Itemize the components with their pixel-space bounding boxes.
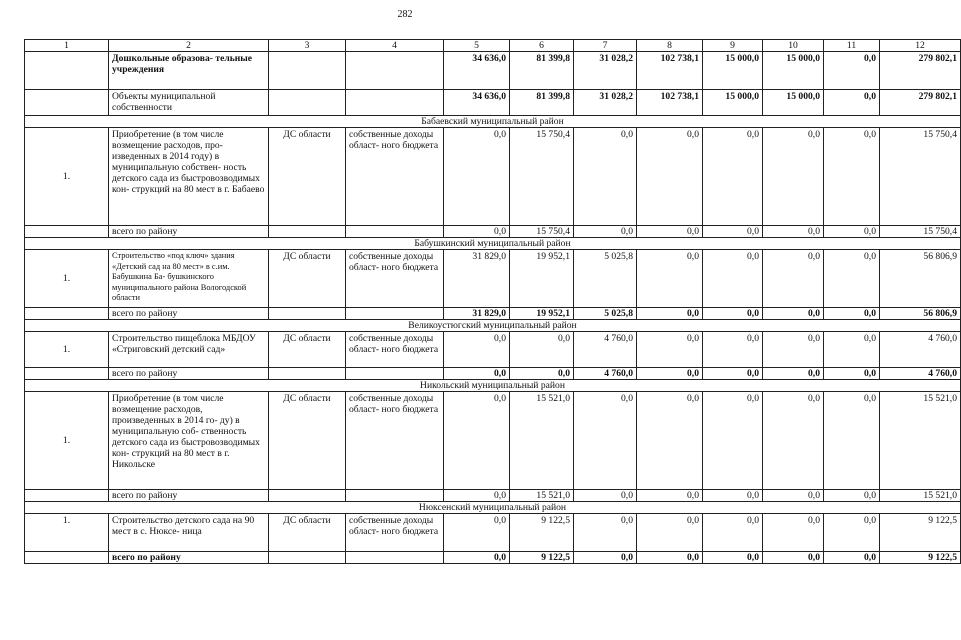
value-cell: 4 760,0 — [574, 332, 637, 368]
row-index: 1. — [25, 332, 109, 368]
objects-row — [25, 90, 961, 116]
value-cell: 0,0 — [824, 514, 880, 552]
total-cell: 15 521,0 — [880, 490, 961, 502]
value-cell: 0,0 — [574, 392, 637, 490]
project-description: Приобретение (в том числе возмещение расходов, произведенных в 2014 го- ду) в муниципальную соб- ственность детского сада из быстровозводимых кон- струкций на 80 мест в г. Никольске — [109, 392, 269, 490]
value-cell: 15 000,0 — [763, 90, 824, 116]
value-cell: 0,0 — [763, 332, 824, 368]
value-cell: 0,0 — [637, 250, 703, 308]
project-description: Строительство «под ключ» здания «Детский сад на 80 мест» в с.им. Бабушкина Ба- бушкинского муниципального района Вологодской области — [109, 250, 269, 308]
total-cell: 9 122,5 — [880, 552, 961, 564]
value-cell: 31 829,0 — [444, 250, 510, 308]
value-cell: 31 028,2 — [574, 52, 637, 90]
total-cell: 31 829,0 — [444, 308, 510, 320]
header-col-9: 9 — [703, 40, 763, 52]
preschool-row — [25, 52, 961, 90]
value-cell: 19 952,1 — [510, 250, 574, 308]
value-cell: 15 521,0 — [880, 392, 961, 490]
value-cell: 0,0 — [637, 128, 703, 226]
value-cell: 0,0 — [703, 250, 763, 308]
header-col-1: 1 — [25, 40, 109, 52]
value-cell: 0,0 — [703, 514, 763, 552]
total-label: всего по району — [109, 490, 269, 502]
region-title: Бабушкинский муниципальный район — [25, 238, 961, 250]
project-description: Приобретение (в том числе возмещение расходов, про- изведенных в 2014 году) в муниципальную собствен- ность детского сада из быстровозводимых кон- струкций на 80 мест в г. Бабаево — [109, 128, 269, 226]
value-cell: 0,0 — [824, 250, 880, 308]
total-cell: 0,0 — [444, 490, 510, 502]
total-cell: 0,0 — [637, 552, 703, 564]
value-cell: 0,0 — [574, 514, 637, 552]
total-cell: 56 806,9 — [880, 308, 961, 320]
customer: ДС области — [269, 128, 346, 226]
header-col-2: 2 — [109, 40, 269, 52]
region-title: Никольский муниципальный район — [25, 380, 961, 392]
value-cell: 31 028,2 — [574, 90, 637, 116]
total-cell: 0,0 — [703, 308, 763, 320]
total-row — [25, 552, 961, 564]
total-cell: 19 952,1 — [510, 308, 574, 320]
value-cell: 0,0 — [444, 514, 510, 552]
header-col-6: 6 — [510, 40, 574, 52]
region-title: Нюксенский муниципальный район — [25, 502, 961, 514]
value-cell: 0,0 — [824, 128, 880, 226]
value-cell: 0,0 — [763, 514, 824, 552]
header-col-11: 11 — [824, 40, 880, 52]
total-cell: 0,0 — [763, 226, 824, 238]
page-number: 282 — [397, 9, 413, 20]
total-label: всего по району — [109, 368, 269, 380]
value-cell: 0,0 — [444, 392, 510, 490]
customer: ДС области — [269, 332, 346, 368]
total-label: всего по району — [109, 552, 269, 564]
total-cell: 0,0 — [444, 226, 510, 238]
total-cell: 0,0 — [763, 552, 824, 564]
header-col-8: 8 — [637, 40, 703, 52]
region-row — [25, 238, 961, 250]
value-cell: 15 521,0 — [510, 392, 574, 490]
value-cell: 0,0 — [637, 514, 703, 552]
value-cell: 81 399,8 — [510, 52, 574, 90]
value-cell: 0,0 — [824, 52, 880, 90]
total-cell: 0,0 — [824, 552, 880, 564]
value-cell: 9 122,5 — [510, 514, 574, 552]
value-cell: 15 750,4 — [510, 128, 574, 226]
header-col-5: 5 — [444, 40, 510, 52]
header-col-12: 12 — [880, 40, 961, 52]
value-cell: 15 000,0 — [703, 52, 763, 90]
total-cell: 5 025,8 — [574, 308, 637, 320]
value-cell: 4 760,0 — [880, 332, 961, 368]
row-index: 1. — [25, 250, 109, 308]
project-description: Строительство пищеблока МБДОУ «Стриговский детский сад» — [109, 332, 269, 368]
total-cell: 0,0 — [824, 308, 880, 320]
region-row — [25, 502, 961, 514]
region-row — [25, 116, 961, 128]
value-cell: 0,0 — [444, 332, 510, 368]
funding-source: собственные доходы област- ного бюджета — [346, 250, 444, 308]
funding-source: собственные доходы област- ного бюджета — [346, 332, 444, 368]
total-cell: 0,0 — [703, 368, 763, 380]
total-cell: 0,0 — [703, 226, 763, 238]
funding-source: собственные доходы област- ного бюджета — [346, 392, 444, 490]
total-cell: 15 750,4 — [510, 226, 574, 238]
total-cell: 0,0 — [703, 552, 763, 564]
row-index: 1. — [25, 392, 109, 490]
total-cell: 9 122,5 — [510, 552, 574, 564]
total-cell: 0,0 — [444, 368, 510, 380]
funding-source: собственные доходы област- ного бюджета — [346, 128, 444, 226]
value-cell: 9 122,5 — [880, 514, 961, 552]
header-col-3: 3 — [269, 40, 346, 52]
customer: ДС области — [269, 514, 346, 552]
header-col-4: 4 — [346, 40, 444, 52]
total-cell: 0,0 — [824, 226, 880, 238]
project-row — [25, 392, 961, 490]
value-cell: 0,0 — [824, 90, 880, 116]
value-cell: 0,0 — [763, 392, 824, 490]
value-cell: 56 806,9 — [880, 250, 961, 308]
funding-source: собственные доходы област- ного бюджета — [346, 514, 444, 552]
total-cell: 0,0 — [703, 490, 763, 502]
header-col-7: 7 — [574, 40, 637, 52]
value-cell: 0,0 — [763, 128, 824, 226]
value-cell: 34 636,0 — [444, 90, 510, 116]
value-cell: 0,0 — [824, 332, 880, 368]
value-cell: 102 738,1 — [637, 90, 703, 116]
project-description: Строительство детского сада на 90 мест в с. Нюксе- ница — [109, 514, 269, 552]
total-cell: 4 760,0 — [880, 368, 961, 380]
total-cell: 0,0 — [574, 226, 637, 238]
total-cell: 0,0 — [574, 552, 637, 564]
project-row — [25, 332, 961, 368]
total-cell: 15 750,4 — [880, 226, 961, 238]
value-cell: 279 802,1 — [880, 90, 961, 116]
total-cell: 0,0 — [824, 490, 880, 502]
value-cell: 0,0 — [510, 332, 574, 368]
row-index: 1. — [25, 514, 109, 552]
total-label: всего по району — [109, 226, 269, 238]
value-cell: 15 000,0 — [763, 52, 824, 90]
total-cell: 0,0 — [824, 368, 880, 380]
project-row — [25, 514, 961, 552]
total-cell: 0,0 — [763, 308, 824, 320]
total-cell: 0,0 — [510, 368, 574, 380]
customer: ДС области — [269, 250, 346, 308]
region-title: Бабаевский муниципальный район — [25, 116, 961, 128]
value-cell: 0,0 — [703, 332, 763, 368]
value-cell: 34 636,0 — [444, 52, 510, 90]
value-cell: 0,0 — [637, 332, 703, 368]
total-cell: 0,0 — [444, 552, 510, 564]
total-cell: 0,0 — [637, 226, 703, 238]
total-row — [25, 226, 961, 238]
total-cell: 0,0 — [763, 368, 824, 380]
total-row — [25, 368, 961, 380]
total-cell: 15 521,0 — [510, 490, 574, 502]
project-row — [25, 128, 961, 226]
header-row — [25, 40, 961, 52]
total-row — [25, 490, 961, 502]
customer: ДС области — [269, 392, 346, 490]
value-cell: 81 399,8 — [510, 90, 574, 116]
total-cell: 0,0 — [637, 308, 703, 320]
value-cell: 279 802,1 — [880, 52, 961, 90]
header-col-10: 10 — [763, 40, 824, 52]
budget-table — [24, 39, 961, 564]
value-cell: 0,0 — [703, 392, 763, 490]
row-label: Объекты муниципальной собственности — [109, 90, 269, 116]
value-cell: 0,0 — [444, 128, 510, 226]
value-cell: 0,0 — [574, 128, 637, 226]
value-cell: 0,0 — [703, 128, 763, 226]
total-cell: 0,0 — [763, 490, 824, 502]
total-cell: 4 760,0 — [574, 368, 637, 380]
value-cell: 0,0 — [824, 392, 880, 490]
region-title: Великоустюгский муниципальный район — [25, 320, 961, 332]
row-index: 1. — [25, 128, 109, 226]
value-cell: 102 738,1 — [637, 52, 703, 90]
total-row — [25, 308, 961, 320]
project-row — [25, 250, 961, 308]
total-cell: 0,0 — [637, 490, 703, 502]
region-row — [25, 380, 961, 392]
value-cell: 15 000,0 — [703, 90, 763, 116]
total-cell: 0,0 — [637, 368, 703, 380]
value-cell: 0,0 — [763, 250, 824, 308]
value-cell: 5 025,8 — [574, 250, 637, 308]
region-row — [25, 320, 961, 332]
value-cell: 0,0 — [637, 392, 703, 490]
total-cell: 0,0 — [574, 490, 637, 502]
total-label: всего по району — [109, 308, 269, 320]
value-cell: 15 750,4 — [880, 128, 961, 226]
row-label: Дошкольные образова- тельные учреждения — [109, 52, 269, 90]
